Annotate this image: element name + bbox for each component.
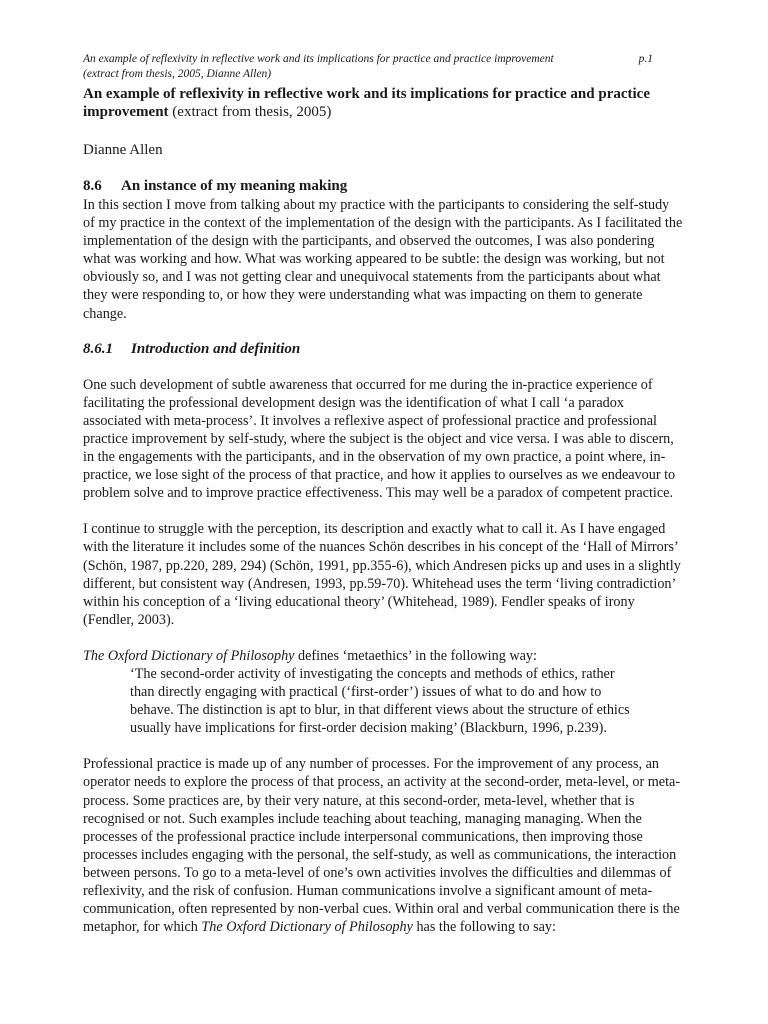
author-name: Dianne Allen [83, 142, 163, 158]
dictionary-intro-text: defines ‘metaethics’ in the following way: [294, 647, 537, 664]
header-subtitle: (extract from thesis, 2005, Dianne Allen) [83, 68, 272, 80]
document-title [83, 85, 683, 121]
dictionary-intro [83, 647, 683, 665]
header-title: An example of reflexivity in reflective work and its implications for practice and practice improvement [83, 53, 554, 65]
subsection-heading [83, 340, 683, 358]
page-number: p.1 [638, 53, 653, 65]
running-header [83, 52, 683, 82]
section-title: An instance of my meaning making [121, 178, 348, 194]
document-title-source: (extract from thesis, 2005) [168, 104, 332, 120]
body-paragraph-3-text: Professional practice is made up of any number of processes. For the improvement of any process, an operator needs to explore the process of that process, an activity at the second-order, meta-level, or meta-process. Some practices are, by their very nature, at this second-order, meta-level, whether that is recognised or not. Such examples include teaching about teaching, managing managing. When the processes of the professional practice include interpersonal communications, then improving those processes includes engaging with the personal, the self-study, as well as communications, the interaction between persons. To go to a meta-level of one’s own activities involves the difficulties and dilemmas of reflexivity, and the risk of confusion. Human communications involve a significant amount of meta-communication, often represented by non-verbal cues. Within oral and verbal communication there is the metaphor, for which [83, 756, 681, 936]
body-paragraph-2: I continue to struggle with the perception, its description and exactly what to call it. As I have engaged with the literature it includes some of the nuances Schön describes in his concept of the ‘Hall of Mirrors’ (Schön, 1987, pp.220, 289, 294) (Schön, 1991, pp.355-6), which Andresen picks up and uses in a slightly different, but consistent way (Andresen, 1993, pp.59-70). Whitehead uses the term ‘living contradiction’ within his conception of a ‘living educational theory’ (Whitehead, 1989). Fendler speaks of irony (Fendler, 2003). [83, 521, 681, 628]
body-paragraph-3 [83, 755, 683, 936]
body-paragraph-3-end: has the following to say: [412, 919, 556, 936]
subsection-number: 8.6.1 [83, 340, 113, 357]
section-number: 8.6 [83, 178, 102, 194]
subsection-title: Introduction and definition [131, 340, 301, 357]
dictionary-title-2: The Oxford Dictionary of Philosophy [201, 919, 413, 936]
block-quote: ‘The second-order activity of investigating the concepts and methods of ethics, rather than directly engaging with practical (‘first-order’) issues of what to do and how to behave. The distinction is apt to blur, in that different views about the structure of ethics usually have implications for first-order decision making’ (Blackburn, 1996, p.239). [130, 665, 630, 737]
section-heading [83, 177, 683, 195]
section-paragraph: In this section I move from talking about my practice with the participants to considering the self-study of my practice in the context of the implementation of the design with the participants. As I facilitated the implementation of the design with the participants, and observed the outcomes, I was also pondering what was working and how. What was working appeared to be subtle: the design was working, but not obviously so, and I was not getting clear and unequivocal statements from the participants about what they were responding to, or how they were understanding what was impacting on them to generate change. [83, 197, 683, 322]
document-page [83, 52, 683, 936]
dictionary-title: The Oxford Dictionary of Philosophy [83, 647, 295, 664]
document-title-bold: An example of reflexivity in reflective work and its implications for practice and practice improvement [83, 86, 650, 120]
body-paragraph-1: One such development of subtle awareness that occurred for me during the in-practice experience of facilitating the professional development design was the identification of what I call ‘a paradox associated with meta-process’. It involves a reflexive aspect of professional practice and professional practice improvement by self-study, where the subject is the object and vice versa. I was able to discern, in the engagements with the participants, and in the observation of my own practice, a point where, in-practice, we lose sight of the process of that practice, and how it applies to ourselves as we endeavour to problem solve and to improve practice effectiveness. This may well be a paradox of competent practice. [83, 376, 676, 502]
